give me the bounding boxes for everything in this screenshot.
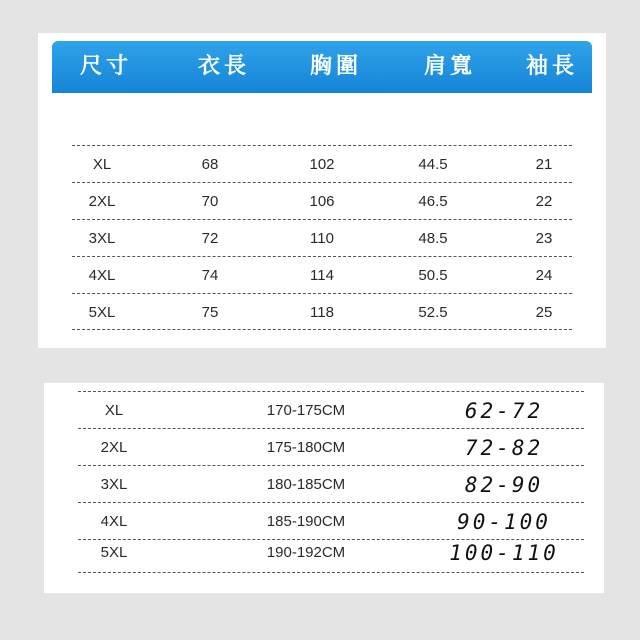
cell-shoulder: 44.5 [418, 156, 448, 173]
cell-length: 70 [201, 193, 219, 210]
header-chest: 胸圍 [309, 54, 363, 79]
table-divider [72, 256, 572, 257]
cell-sleeve: 21 [535, 156, 553, 173]
cell-chest: 110 [310, 230, 334, 247]
cell-chest: 106 [309, 193, 335, 210]
cell-weight: 82-90 [464, 473, 544, 497]
cell-height: 185-190CM [266, 513, 346, 530]
cell-chest: 118 [310, 304, 334, 321]
cell-size: 4XL [88, 267, 116, 284]
header-size: 尺寸 [79, 54, 133, 79]
table-row [78, 467, 584, 503]
table-divider [72, 182, 572, 183]
cell-chest: 102 [309, 156, 335, 173]
table-divider [72, 145, 572, 146]
cell-shoulder: 50.5 [418, 267, 448, 284]
cell-shoulder: 48.5 [418, 230, 448, 247]
cell-sleeve: 24 [535, 267, 553, 284]
cell-height: 180-185CM [266, 476, 346, 493]
cell-sleeve: 25 [535, 304, 553, 321]
cell-height: 170-175CM [266, 402, 346, 419]
cell-weight: 100-110 [449, 541, 559, 565]
table-divider [78, 391, 584, 392]
cell-sleeve: 22 [535, 193, 553, 210]
table-divider [72, 219, 572, 220]
table-row [72, 295, 572, 331]
size-table-header [52, 41, 592, 93]
table-divider [78, 428, 584, 429]
table-row [72, 147, 572, 183]
table-row [72, 184, 572, 220]
cell-size: 3XL [88, 230, 116, 247]
fit-table-card [44, 383, 604, 593]
table-divider [78, 465, 584, 466]
table-row [78, 430, 584, 466]
table-row [72, 221, 572, 257]
cell-size: XL [104, 402, 124, 419]
table-row [78, 535, 584, 571]
cell-length: 72 [201, 230, 219, 247]
table-divider [78, 572, 584, 573]
table-row [72, 258, 572, 294]
header-length: 衣長 [197, 54, 251, 79]
cell-length: 74 [201, 267, 219, 284]
cell-size: 2XL [88, 193, 116, 210]
cell-shoulder: 46.5 [418, 193, 448, 210]
cell-chest: 114 [310, 267, 334, 284]
cell-size: 4XL [100, 513, 128, 530]
cell-length: 75 [201, 304, 219, 321]
header-shoulder: 肩寬 [423, 54, 477, 79]
cell-height: 175-180CM [266, 439, 346, 456]
table-divider [78, 502, 584, 503]
cell-size: 2XL [100, 439, 128, 456]
table-divider [72, 293, 572, 294]
cell-length: 68 [201, 156, 219, 173]
cell-height: 190-192CM [266, 544, 346, 561]
cell-weight: 90-100 [457, 510, 551, 534]
cell-size: 5XL [88, 304, 116, 321]
cell-weight: 62-72 [464, 399, 544, 423]
cell-weight: 72-82 [464, 436, 544, 460]
cell-sleeve: 23 [535, 230, 553, 247]
cell-size: 3XL [100, 476, 128, 493]
table-row [78, 393, 584, 429]
header-sleeve: 袖長 [525, 54, 579, 79]
cell-size: XL [92, 156, 112, 173]
cell-size: 5XL [100, 544, 128, 561]
size-table-card [38, 33, 606, 348]
table-divider [72, 329, 572, 330]
cell-shoulder: 52.5 [418, 304, 448, 321]
